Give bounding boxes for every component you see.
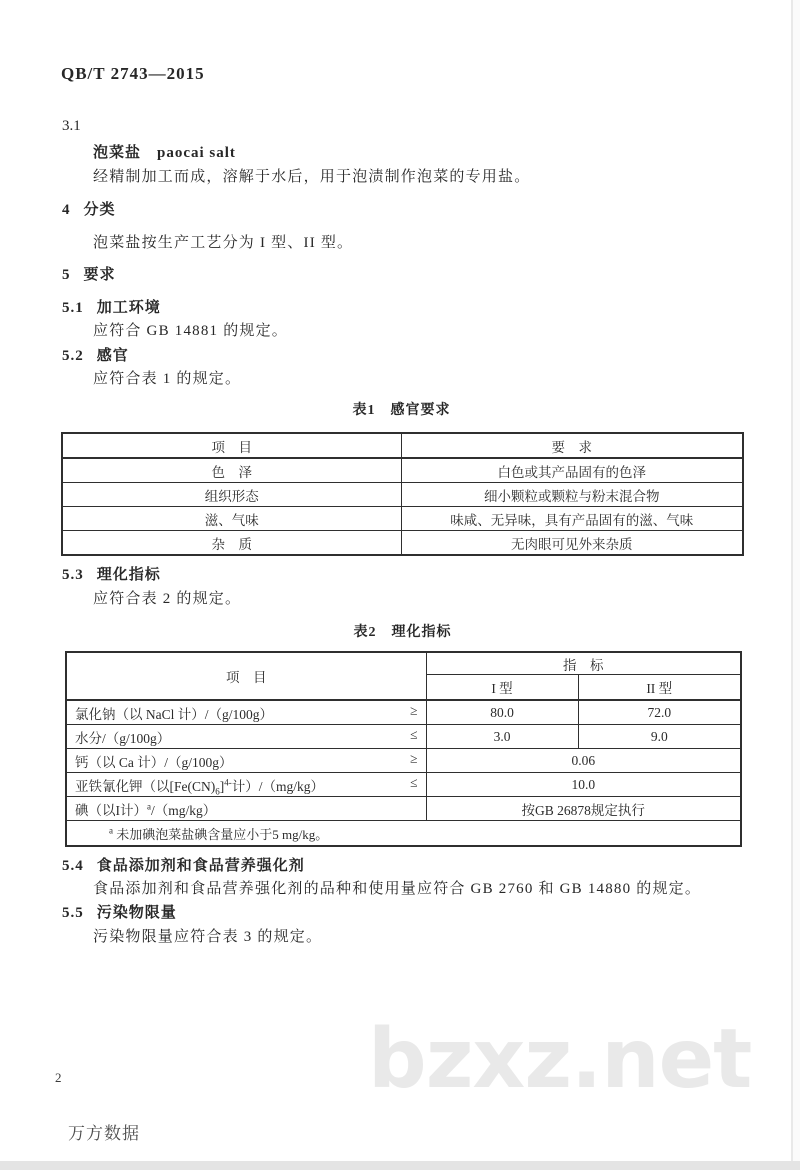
section-5-4-heading: 5.4 食品添加剂和食品营养强化剂 (62, 858, 305, 874)
table-row (66, 797, 741, 821)
table-cell-label: 氯化钠（以 NaCl 计）/（g/100g） ≥ (66, 700, 426, 725)
standard-code: QB/T 2743—2015 (61, 64, 205, 83)
section-4-body: 泡菜盐按生产工艺分为 I 型、II 型。 (93, 235, 354, 251)
table-row (62, 433, 743, 458)
section-5-3-body: 应符合表 2 的规定。 (93, 591, 242, 607)
table-row (62, 483, 743, 507)
table-cell: 10.0 (426, 773, 741, 797)
table-2-header-indicator: 指 标 (426, 652, 741, 675)
term-number: 3.1 (62, 118, 81, 134)
table-cell: 组织形态 (62, 483, 401, 507)
table-1-header-item: 项 目 (62, 433, 401, 458)
table-cell: 无肉眼可见外来杂质 (401, 531, 743, 556)
footer-brand: 万方数据 (68, 1124, 140, 1143)
term-title: 泡菜盐 paocai salt (93, 145, 236, 161)
section-5-heading: 5 要求 (62, 267, 116, 283)
table-cell: 80.0 (426, 700, 578, 725)
term-definition: 经精制加工而成，溶解于水后，用于泡渍制作泡菜的专用盐。 (93, 169, 531, 185)
table-cell-label: 亚铁氰化钾（以$[Fe(CN)_6]^{4-}$计）/（mg/kg） ≤ (66, 773, 426, 797)
table-row (66, 773, 741, 797)
table-2-caption: 表2 理化指标 (353, 625, 452, 640)
table-row (62, 507, 743, 531)
section-5-2-heading: 5.2 感官 (62, 348, 129, 364)
table-row (66, 821, 741, 847)
table-row (66, 700, 741, 725)
table-2-footnote: $^a$ 未加碘泡菜盐碘含量应小于5 mg/kg。 (66, 821, 741, 847)
table-row (66, 725, 741, 749)
scan-edge-fill (793, 0, 800, 1170)
scan-edge-line (791, 0, 793, 1170)
table-2-header-type1: I 型 (426, 675, 578, 701)
table-cell: 细小颗粒或颗粒与粉末混合物 (401, 483, 743, 507)
table-cell: 按GB 26878规定执行 (426, 797, 741, 821)
table-row (62, 531, 743, 556)
table-1-caption: 表1 感官要求 (352, 403, 451, 418)
table-row (66, 749, 741, 773)
table-cell: 色 泽 (62, 458, 401, 483)
table-2-header-type2: II 型 (578, 675, 741, 701)
section-5-5-body: 污染物限量应符合表 3 的规定。 (93, 929, 323, 945)
section-5-3-heading: 5.3 理化指标 (62, 567, 161, 583)
page-number: 2 (55, 1070, 62, 1085)
table-row (62, 458, 743, 483)
table-cell: 0.06 (426, 749, 741, 773)
table-cell: 味咸、无异味，具有产品固有的滋、气味 (401, 507, 743, 531)
table-cell-label: 钙（以 Ca 计）/（g/100g） ≥ (66, 749, 426, 773)
table-cell: 滋、气味 (62, 507, 401, 531)
section-5-5-heading: 5.5 污染物限量 (62, 905, 177, 921)
table-cell-label: 水分/（g/100g） ≤ (66, 725, 426, 749)
table-1-sensory-requirements (61, 432, 744, 556)
table-2-header-item: 项 目 (66, 652, 426, 700)
table-cell-label: 碘（以I计）$^a$/（mg/kg） (66, 797, 426, 821)
table-cell: 9.0 (578, 725, 741, 749)
table-cell: 白色或其产品固有的色泽 (401, 458, 743, 483)
table-row (66, 652, 741, 675)
section-4-heading: 4 分类 (62, 202, 116, 218)
section-5-2-body: 应符合表 1 的规定。 (93, 371, 242, 387)
table-2-physicochemical-indicators (65, 651, 742, 847)
bottom-scan-bar (0, 1161, 800, 1170)
section-5-1-heading: 5.1 加工环境 (62, 300, 161, 316)
table-cell: 3.0 (426, 725, 578, 749)
table-cell: 杂 质 (62, 531, 401, 556)
site-watermark: bzxz.net (368, 1012, 752, 1107)
table-cell: 72.0 (578, 700, 741, 725)
table-1-header-requirement: 要 求 (401, 433, 743, 458)
section-5-1-body: 应符合 GB 14881 的规定。 (93, 323, 288, 339)
section-5-4-body: 食品添加剂和食品营养强化剂的品种和使用量应符合 GB 2760 和 GB 14880 的规定。 (93, 881, 702, 897)
